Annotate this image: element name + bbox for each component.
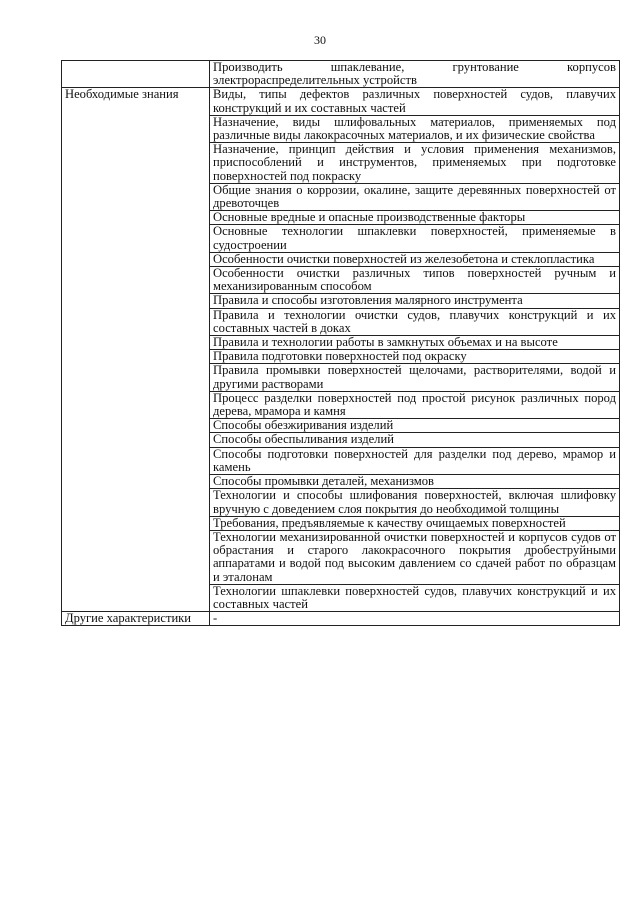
knowledge-item: Основные технологии шпаклевки поверхностей, применяемые в судостроении: [210, 225, 620, 252]
knowledge-item: Правила промывки поверхностей щелочами, растворителями, водой и другими растворами: [210, 364, 620, 391]
knowledge-item: Общие знания о коррозии, окалине, защите деревянных поверхностей от древоточцев: [210, 183, 620, 210]
qualification-table: [61, 60, 620, 626]
table-row: [62, 88, 620, 115]
knowledge-item: Способы обеспыливания изделий: [210, 433, 620, 447]
knowledge-item: Правила и способы изготовления малярного инструмента: [210, 294, 620, 308]
knowledge-item: Назначение, виды шлифовальных материалов, применяемых под различные виды лакокрасочных материалов, и их физические свойства: [210, 115, 620, 142]
knowledge-item: Способы промывки деталей, механизмов: [210, 475, 620, 489]
knowledge-item: Назначение, принцип действия и условия применения механизмов, приспособлений и инструментов, применяемых при подготовке поверхностей под покраску: [210, 143, 620, 184]
knowledge-item: Требования, предъявляемые к качеству очищаемых поверхностей: [210, 516, 620, 530]
table-body: [62, 61, 620, 626]
knowledge-item: Технологии и способы шлифования поверхностей, включая шлифовку вручную с доведением слоя покрытия до необходимой толщины: [210, 489, 620, 516]
knowledge-item: Правила и технологии работы в замкнутых объемах и на высоте: [210, 336, 620, 350]
row-label: [62, 61, 210, 88]
table-row: [62, 612, 620, 626]
knowledge-item: Способы подготовки поверхностей для разделки под дерево, мрамор и камень: [210, 447, 620, 474]
knowledge-item: Технологии шпаклевки поверхностей судов, плавучих конструкций и их составных частей: [210, 584, 620, 611]
knowledge-item: Способы обезжиривания изделий: [210, 419, 620, 433]
knowledge-item: Процесс разделки поверхностей под простой рисунок различных пород дерева, мрамора и камня: [210, 391, 620, 418]
knowledge-item: Правила и технологии очистки судов, плавучих конструкций и их составных частей в доках: [210, 308, 620, 335]
knowledge-item: Правила подготовки поверхностей под окраску: [210, 350, 620, 364]
other-label: Другие характеристики: [62, 612, 210, 626]
page-number: 30: [314, 33, 326, 47]
knowledge-label: Необходимые знания: [62, 88, 210, 612]
knowledge-item: Особенности очистки поверхностей из железобетона и стеклопластика: [210, 252, 620, 266]
knowledge-item: Технологии механизированной очистки поверхностей и корпусов судов от обрастания и старого лакокрасочного покрытия дробеструйными аппаратами и водой под высоким давлением со сдачей работ по образцам и эталонам: [210, 530, 620, 584]
table-row: [62, 61, 620, 88]
knowledge-item: Особенности очистки различных типов поверхностей ручным и механизированным способом: [210, 267, 620, 294]
knowledge-item: Виды, типы дефектов различных поверхностей судов, плавучих конструкций и их составных частей: [210, 88, 620, 115]
other-value: -: [210, 612, 620, 626]
knowledge-item: Основные вредные и опасные производственные факторы: [210, 211, 620, 225]
row-value: Производить шпаклевание, грунтование корпусов электрораспределительных устройств: [210, 61, 620, 88]
